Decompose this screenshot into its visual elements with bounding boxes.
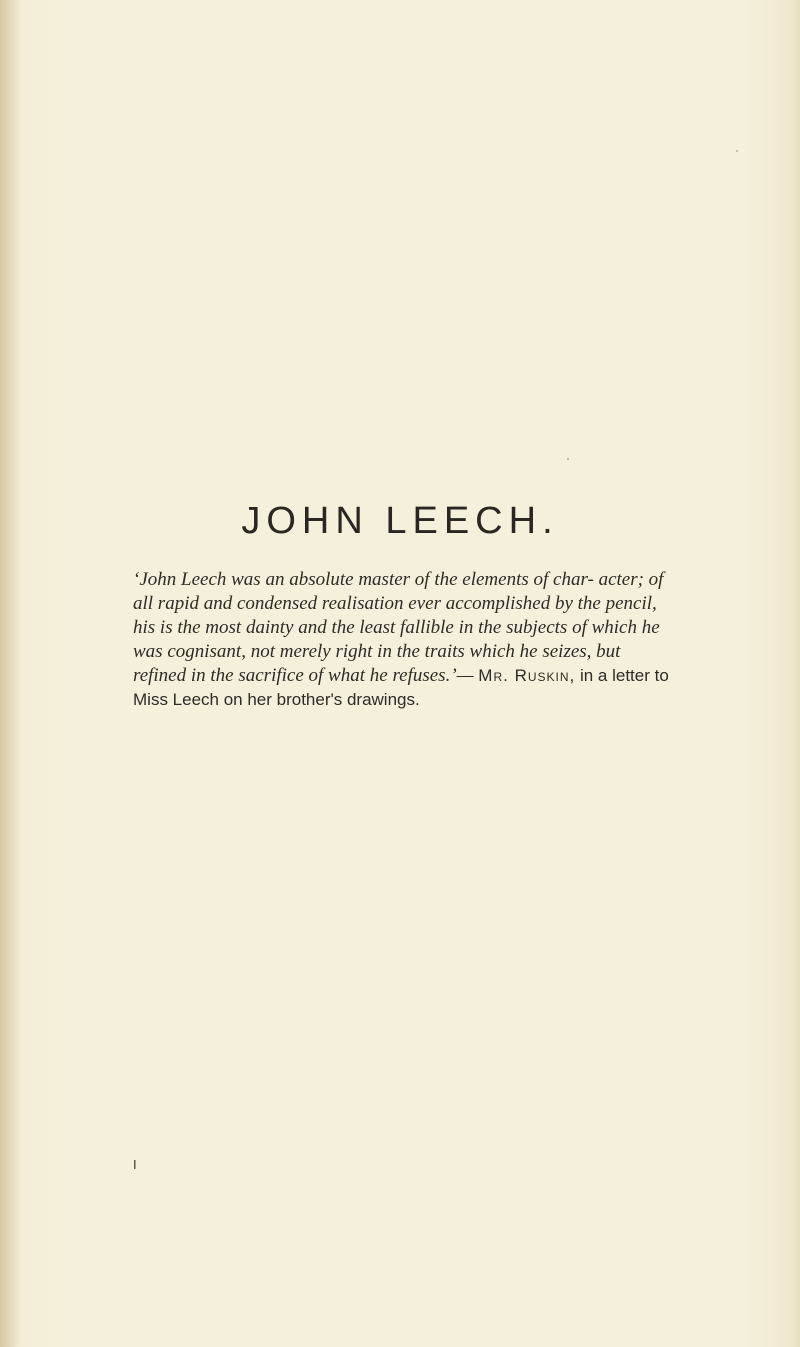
page-gutter-shadow [0,0,22,1347]
page-title: JOHN LEECH. [241,500,559,542]
attribution-name: Mr. Ruskin, [478,666,576,685]
quote-text: ‘John Leech was an absolute master of the elements of char- acter; of all rapid and condensed realisation ever accomplished by the pencil, his is the most dainty and the least fallible in the subjects of which he was cognisant, not merely right in the traits which he seizes, but refined in the sacrifice of what he refuses.’— [133,569,664,686]
attribution-source: in a letter to Miss Leech on her brother's drawings. [133,666,669,709]
page-folio: I [133,1157,137,1172]
paper-speck [736,150,738,152]
epigraph-quote [133,568,673,712]
paper-speck [567,458,569,460]
